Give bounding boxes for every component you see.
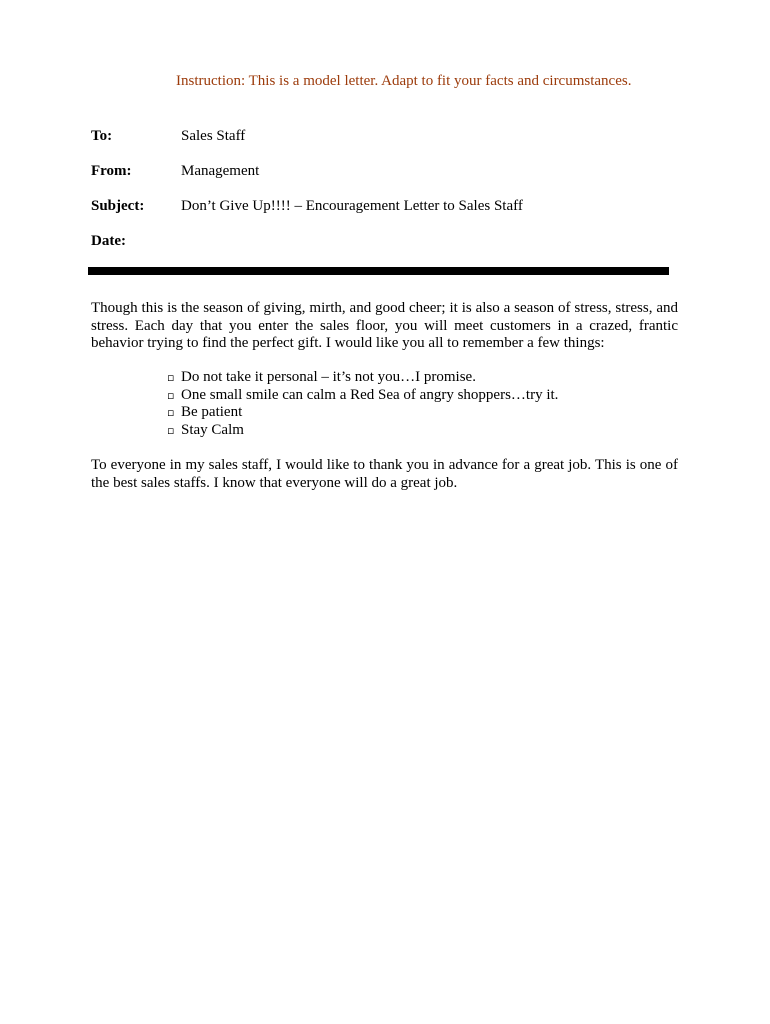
list-item-text: Do not take it personal – it’s not you…I promise. — [181, 369, 476, 385]
from-value: Management — [181, 163, 260, 179]
subject-label: Subject: — [91, 198, 145, 214]
body-paragraph-2: To everyone in my sales staff, I would like to thank you in advance for a great job. This is one of the best sales staffs. I know that everyone will do a great job. — [91, 457, 678, 491]
to-label: To: — [91, 128, 113, 144]
list-item-text: Stay Calm — [181, 421, 244, 438]
list-item — [167, 387, 558, 405]
subject-value: Don’t Give Up!!!! – Encouragement Letter to Sales Staff — [181, 198, 523, 214]
header-divider — [88, 267, 669, 275]
list-item — [167, 369, 558, 387]
bullet-list — [167, 369, 558, 439]
from-label: From: — [91, 163, 132, 179]
to-value: Sales Staff — [181, 128, 246, 144]
instruction-note: Instruction: This is a model letter. Adapt to fit your facts and circumstances. — [176, 73, 632, 89]
square-bullet-icon: ▫ — [167, 388, 175, 402]
square-bullet-icon: ▫ — [167, 423, 175, 437]
list-item-text: Be patient — [181, 404, 243, 420]
square-bullet-icon: ▫ — [167, 406, 175, 419]
list-item-text: One small smile can calm a Red Sea of angry shoppers…try it. — [181, 386, 559, 403]
list-item — [167, 404, 558, 422]
body-paragraph-1: Though this is the season of giving, mirth, and good cheer; it is also a season of stress, stress, and stress. Each day that you enter the sales floor, you will meet customers in a crazed, frantic behavior trying to find the perfect gift. I would like you all to remember a few things: — [91, 300, 678, 351]
list-item — [167, 422, 558, 440]
square-bullet-icon: ▫ — [167, 371, 175, 384]
date-label: Date: — [91, 233, 126, 249]
